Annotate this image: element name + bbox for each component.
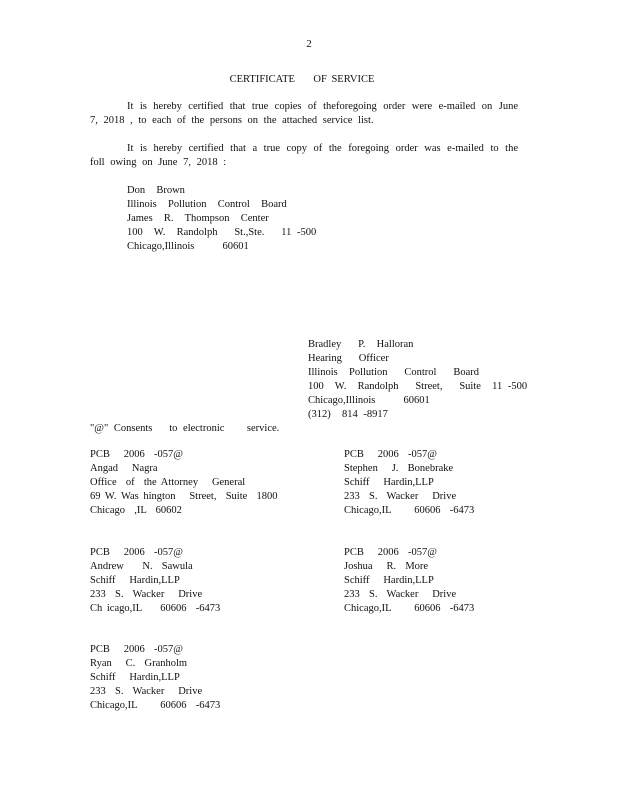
service-list-entry bbox=[344, 448, 474, 518]
service-list-entry bbox=[90, 546, 220, 616]
hearing-officer-title: Hearing Officer bbox=[308, 353, 389, 364]
entry-street: 233 S. Wacker Drive bbox=[90, 686, 203, 697]
entry-name: Ryan C. Granholm bbox=[90, 658, 188, 669]
recipient-street: 100 W. Randolph St.,Ste. 11 -500 bbox=[127, 227, 317, 238]
case-number: PCB 2006 -057@ bbox=[90, 449, 183, 460]
certification-paragraph-2: It is hereby certified that a true copy of the foregoing order was e-mailed to the foll owing on June 7, 2018 : bbox=[90, 143, 518, 168]
recipient-org: Illinois Pollution Control Board bbox=[127, 199, 287, 210]
certification-paragraph-1: It is hereby certified that true copies of theforegoing order were e-mailed on June 7, 2018 , to each of the persons on the attached service list. bbox=[90, 101, 518, 126]
entry-city: Ch icago,IL 60606 -6473 bbox=[90, 603, 221, 614]
case-number: PCB 2006 -057@ bbox=[344, 449, 437, 460]
case-number: PCB 2006 -057@ bbox=[344, 547, 437, 558]
consent-note: "@" Consents to electronic service. bbox=[90, 423, 280, 434]
recipient-building: James R. Thompson Center bbox=[127, 213, 269, 224]
hearing-officer-address bbox=[308, 338, 527, 422]
service-list-entry bbox=[90, 643, 220, 713]
entry-org: Schiff Hardin,LLP bbox=[90, 672, 180, 683]
hearing-officer-phone: (312) 814 -8917 bbox=[308, 409, 388, 420]
entry-org: Office of the Attorney General bbox=[90, 477, 246, 488]
entry-city: Chicago,IL 60606 -6473 bbox=[90, 700, 221, 711]
case-number: PCB 2006 -057@ bbox=[90, 644, 183, 655]
entry-org: Schiff Hardin,LLP bbox=[344, 575, 434, 586]
entry-street: 233 S. Wacker Drive bbox=[90, 589, 203, 600]
service-list-entry bbox=[344, 546, 474, 616]
entry-name: Stephen J. Bonebrake bbox=[344, 463, 454, 474]
entry-org: Schiff Hardin,LLP bbox=[90, 575, 180, 586]
entry-city: Chicago,IL 60606 -6473 bbox=[344, 505, 475, 516]
entry-name: Angad Nagra bbox=[90, 463, 158, 474]
page-number: 2 bbox=[306, 38, 312, 50]
primary-recipient-address bbox=[127, 184, 316, 254]
entry-name: Andrew N. Sawula bbox=[90, 561, 193, 572]
entry-street: 233 S. Wacker Drive bbox=[344, 491, 457, 502]
hearing-officer-org: Illinois Pollution Control Board bbox=[308, 367, 480, 378]
recipient-name: Don Brown bbox=[127, 185, 185, 196]
entry-city: Chicago ,IL 60602 bbox=[90, 505, 182, 516]
entry-street: 233 S. Wacker Drive bbox=[344, 589, 457, 600]
hearing-officer-city: Chicago,Illinois 60601 bbox=[308, 395, 430, 406]
entry-street: 69 W. Was hington Street, Suite 1800 bbox=[90, 491, 278, 502]
hearing-officer-street: 100 W. Randolph Street, Suite 11 -500 bbox=[308, 381, 528, 392]
service-list-entry bbox=[90, 448, 278, 518]
recipient-city: Chicago,Illinois 60601 bbox=[127, 241, 249, 252]
entry-org: Schiff Hardin,LLP bbox=[344, 477, 434, 488]
hearing-officer-name: Bradley P. Halloran bbox=[308, 339, 414, 350]
certificate-title: CERTIFICATE OF SERVICE bbox=[229, 74, 375, 85]
entry-name: Joshua R. More bbox=[344, 561, 429, 572]
entry-city: Chicago,IL 60606 -6473 bbox=[344, 603, 475, 614]
case-number: PCB 2006 -057@ bbox=[90, 547, 183, 558]
